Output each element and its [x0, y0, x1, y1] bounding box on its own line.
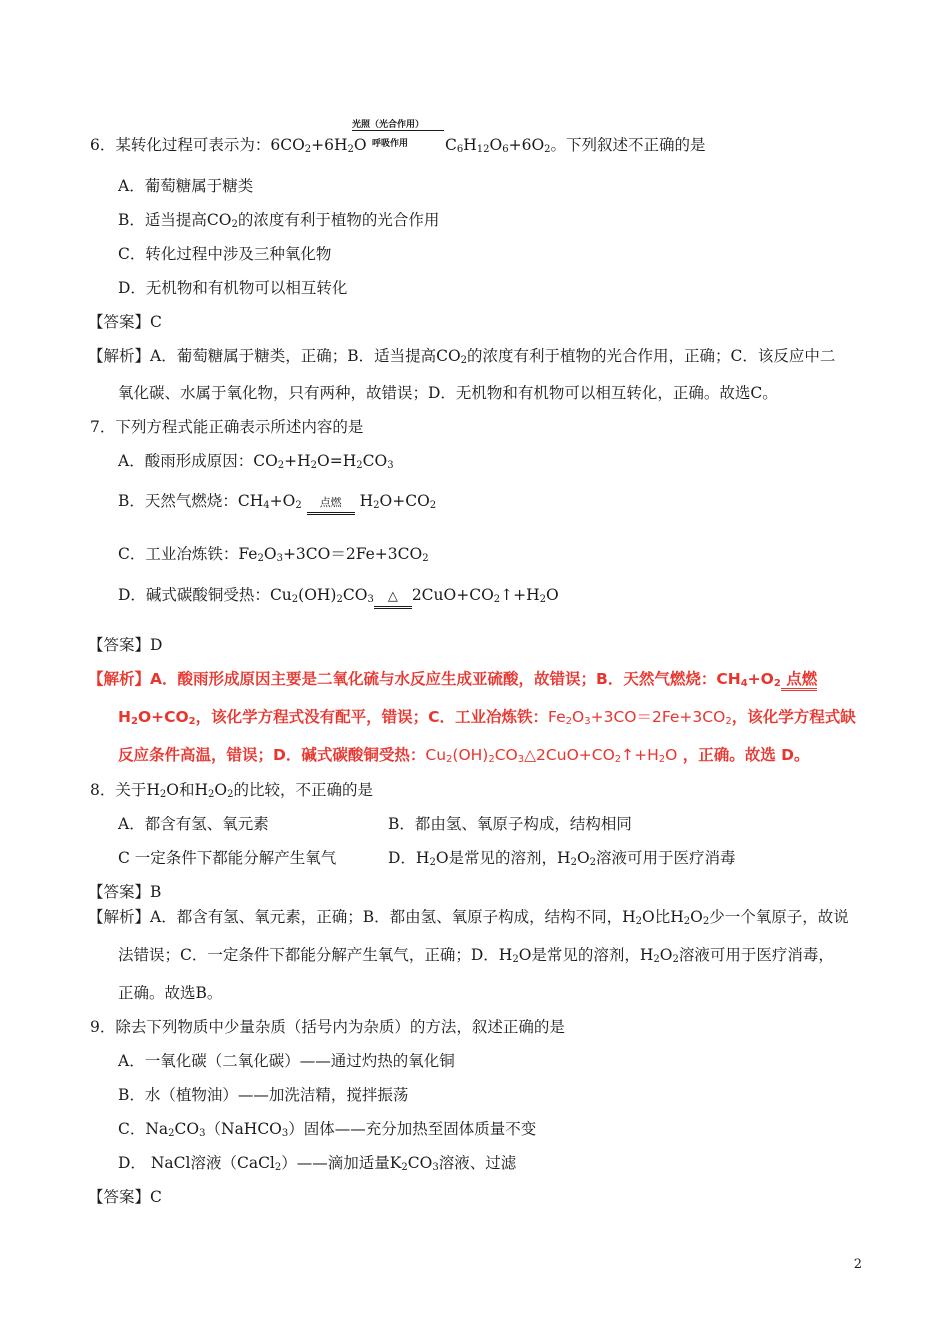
q7-option-b: B．天然气燃烧：$CH_4+O_2$ 点燃 $H_2O+CO_2$ [118, 492, 437, 511]
q7-stem: 7．下列方程式能正确表示所述内容的是 [90, 418, 364, 436]
q6-option-b: B．适当提高$CO_2$的浓度有利于植物的光合作用 [118, 211, 440, 230]
q7-d-condition: △ [374, 587, 412, 607]
q8-option-b: B．都由氢、氧原子构成，结构相同 [388, 815, 632, 833]
q6-condition-top: 光照（光合作用） [352, 120, 425, 130]
q8-explanation-line2: 法错误；C．一定条件下都能分解产生氧气，正确；D．$H_2O$是常见的溶剂，$H_2O_2$溶液可用于医疗消毒， [118, 946, 834, 965]
q6-option-a: A．葡萄糖属于糖类 [118, 177, 254, 195]
q9-option-c: C．$Na_2CO_3(NaHCO_3)$固体——充分加热至固体质量不变 [118, 1120, 537, 1139]
q6-option-d: D．无机物和有机物可以相互转化 [118, 279, 348, 297]
q6-stem: 6．某转化过程可表示为：$6CO_2+6H_2O$ [90, 136, 367, 155]
q6-option-c: C．转化过程中涉及三种氧化物 [118, 245, 332, 263]
q9-answer: 【答案】C [88, 1188, 162, 1206]
page-number: 2 [853, 1257, 862, 1272]
q8-option-a: A．都含有氢、氧元素 [118, 815, 269, 833]
q8-option-d: D．$H_2O$是常见的溶剂，$H_2O_2$溶液可用于医疗消毒 [388, 849, 736, 868]
q9-stem: 9．除去下列物质中少量杂质（括号内为杂质）的方法，叙述正确的是 [90, 1018, 565, 1036]
q7-explanation-line3: 反应条件高温，错误；D．碱式碳酸铜受热：$Cu_2(OH)_2CO_3\triangle 2CuO+CO_2↑+H_2O$ ，正确。故选 D。 [118, 746, 810, 765]
q9-option-a: A．一氧化碳（二氧化碳）——通过灼热的氧化铜 [118, 1052, 455, 1070]
q7-explanation-line2: $H_2O+CO_2$，该化学方程式没有配平，错误；C．工业冶炼铁：$Fe_2O_3+3CO=2Fe+3CO_2$，该化学方程式缺 [118, 708, 856, 727]
q7-option-a: A．酸雨形成原因：$CO_2+H_2O=H_2CO_3$ [118, 452, 394, 471]
q7-explanation-line1: 【解析】A．酸雨形成原因主要是二氧化硫与水反应生成亚硫酸，故错误；B．天然气燃烧：$CH_4+O_2$ 点燃 [88, 670, 818, 689]
q8-stem: 8．关于$H_2O$和$H_2O_2$的比较，不正确的是 [90, 781, 373, 800]
q8-explanation-line1: 【解析】A．都含有氢、氧元素，正确；B．都由氢、氧原子构成，结构不同，$H_2O$比$H_2O_2$少一个氧原子，故说 [88, 908, 849, 927]
q9-option-d: D． NaCl溶液（CaCl$_2$）——滴加适量$K_2CO_3$溶液、过滤 [118, 1154, 517, 1173]
q6-explanation-line2: 氧化碳、水属于氧化物，只有两种，故错误；D．无机物和有机物可以相互转化，正确。故选C。 [118, 384, 778, 402]
q7-b-condition: 点燃 [307, 493, 355, 513]
q7-option-c: C．工业冶炼铁：$Fe_2O_3+3CO=2Fe+3CO_2$ [118, 545, 429, 564]
q6-condition-bottom: 呼吸作用 [372, 139, 409, 149]
q7-answer: 【答案】D [88, 636, 163, 654]
q6-explanation-line1: 【解析】A．葡萄糖属于糖类，正确；B．适当提高$CO_2$的浓度有利于植物的光合作用，正确；C．该反应中二 [88, 347, 836, 366]
q6-answer: 【答案】C [88, 313, 162, 331]
q6-reaction-arrow [352, 130, 444, 131]
q8-explanation-line3: 正确。故选B。 [118, 984, 223, 1002]
q9-option-b: B．水（植物油）——加洗洁精，搅拌振荡 [118, 1086, 409, 1104]
q7-option-d: D．碱式碳酸铜受热：$Cu_2(OH)_2CO_3$ △ $2CuO+CO_2↑+H_2O$ [118, 586, 559, 605]
q8-option-c: C 一定条件下都能分解产生氧气 [118, 849, 337, 867]
q6-stem-tail: $C_6H_{12}O_6+6O_2$。下列叙述不正确的是 [445, 136, 706, 155]
q8-answer: 【答案】B [88, 883, 162, 901]
